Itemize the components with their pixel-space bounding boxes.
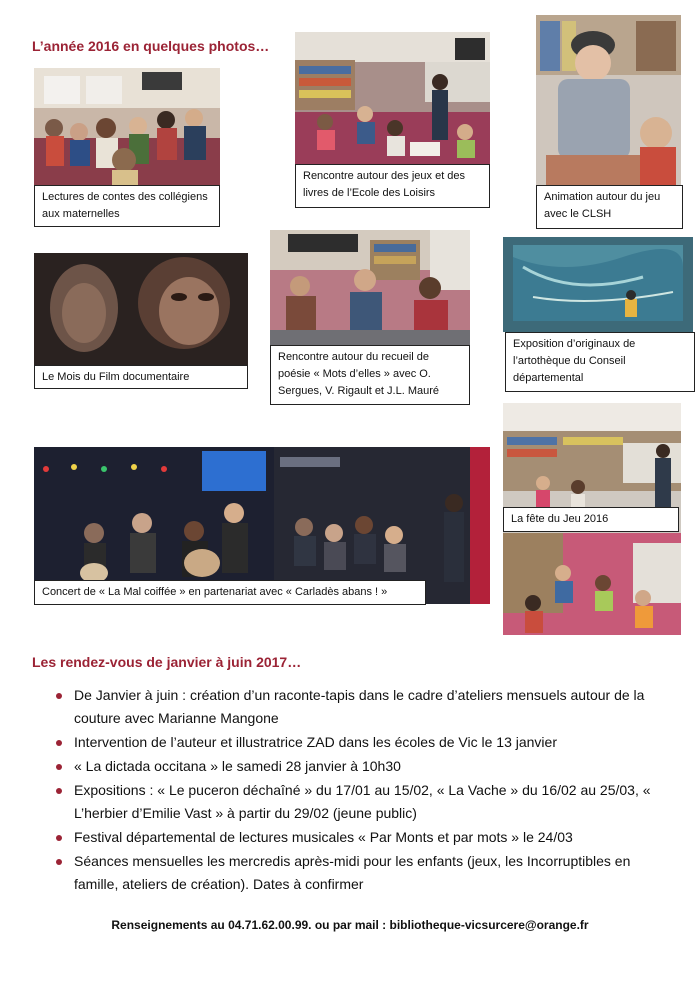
caption-photo-7: La fête du Jeu 2016 bbox=[503, 507, 679, 532]
bullet-icon bbox=[56, 788, 62, 794]
photo-jeux-livres bbox=[295, 32, 490, 164]
caption-photo-3: Animation autour du jeu avec le CLSH bbox=[536, 185, 683, 229]
caption-photo-4: Le Mois du Film documentaire bbox=[34, 365, 248, 389]
photo-recueil-poesie bbox=[270, 230, 470, 345]
bullet-icon bbox=[56, 835, 62, 841]
contact-footer: Renseignements au 04.71.62.00.99. ou par mail : bibliotheque-vicsurcere@orange.fr bbox=[111, 918, 589, 932]
photo-mois-film bbox=[34, 253, 248, 365]
caption-photo-2: Rencontre autour des jeux et des livres de l’Ecole des Loisirs bbox=[295, 164, 490, 208]
events-list bbox=[50, 684, 660, 897]
bullet-icon bbox=[56, 764, 62, 770]
bullet-icon bbox=[56, 693, 62, 699]
caption-photo-6: Exposition d’originaux de l’artothèque du Conseil départemental bbox=[505, 332, 695, 392]
list-item: Séances mensuelles les mercredis après-midi pour les enfants (jeux, les Incorruptibles en famille, ateliers de création). Dates à confirmer bbox=[50, 850, 660, 896]
list-item: Expositions : « Le puceron déchaîné » du 17/01 au 15/02, « La Vache » du 16/02 au 25/03, « L’herbier d’Emilie Vast » à partir du 29/02 (jeune public) bbox=[50, 779, 660, 825]
photo-animation-clsh bbox=[536, 15, 681, 185]
caption-photo-5: Rencontre autour du recueil de poésie « Mots d’elles » avec O. Sergues, V. Rigault et J.L. Mauré bbox=[270, 345, 470, 405]
list-item: « La dictada occitana » le samedi 28 janvier à 10h30 bbox=[50, 755, 660, 778]
photo-lectures-contes bbox=[34, 68, 220, 185]
caption-photo-1: Lectures de contes des collégiens aux maternelles bbox=[34, 185, 220, 227]
section-title-events: Les rendez-vous de janvier à juin 2017… bbox=[32, 654, 302, 670]
bullet-icon bbox=[56, 859, 62, 865]
section-title-photos: L’année 2016 en quelques photos… bbox=[32, 38, 270, 54]
list-item: Festival départemental de lectures musicales « Par Monts et par mots » le 24/03 bbox=[50, 826, 660, 849]
photo-exposition-artotheque bbox=[503, 237, 693, 332]
caption-photo-8: Concert de « La Mal coiffée » en partenariat avec « Carladès abans ! » bbox=[34, 580, 426, 605]
list-item: Intervention de l’auteur et illustratrice ZAD dans les écoles de Vic le 13 janvier bbox=[50, 731, 660, 754]
list-item: De Janvier à juin : création d’un raconte-tapis dans le cadre d’ateliers mensuels autour de la couture avec Marianne Mangone bbox=[50, 684, 660, 730]
bullet-icon bbox=[56, 740, 62, 746]
